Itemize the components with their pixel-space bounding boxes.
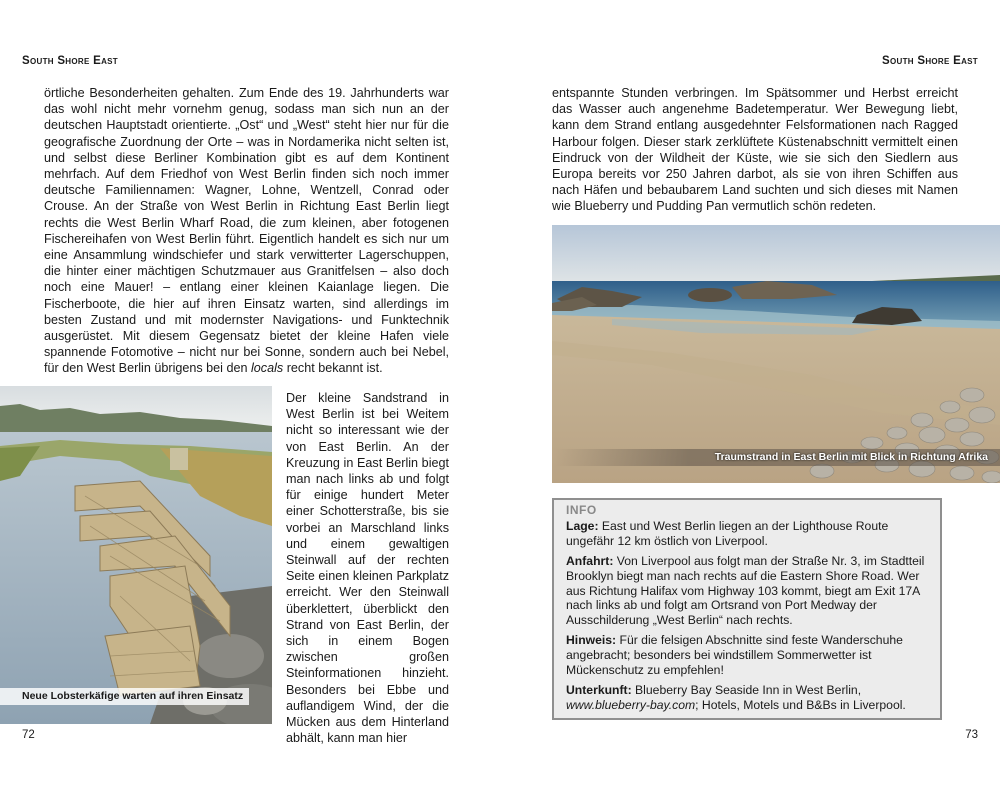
info-anfahrt-label: Anfahrt:	[566, 553, 614, 568]
info-lage	[566, 519, 930, 549]
info-unterkunft-text: Blueberry Bay Seaside Inn in West Berlin,	[631, 682, 862, 697]
info-anfahrt	[566, 554, 930, 629]
info-lage-label: Lage:	[566, 518, 599, 533]
left-top-paragraph	[44, 85, 449, 377]
beach-image	[552, 225, 1000, 483]
left-paragraph-italic: locals	[251, 361, 284, 376]
info-box-title: INFO	[566, 503, 597, 517]
right-page	[500, 0, 1000, 800]
right-top-paragraph: entspannte Stunden verbringen. Im Spätsommer und Herbst erreicht das Wasser auch angenehme Badetemperatur. Wer Bewegung liebt, kann dem Strand entlang ausgedehnter Felsformationen nach Ragged Harbour folgen. Dieser stark zerklüftete Küstenabschnitt vermittelt einen Eindruck von der Wildheit der Küste, wie sie sich den Siedlern aus Europa bereits vor 250 Jahren darbot, als sie von ihren Schiffen aus nach Häfen und bebaubarem Land suchten und sich dieses mit Namen wie Blueberry und Pudding Pan vermutlich schön redeten.	[552, 86, 958, 214]
info-hinweis	[566, 633, 930, 678]
info-anfahrt-text: Von Liverpool aus folgt man der Straße Nr. 3, im Stadtteil Brooklyn biegt man nach rechts auf die Eastern Shore Road. Wer aus Richtung Halifax vom Highway 103 kommt, biegt am Exit 17A nach links ab und folgt am Ortsrand von Port Medway der Ausschilderung „West Berlin“ nach rechts.	[566, 553, 925, 628]
info-hinweis-text: Für die felsigen Abschnitte sind feste Wanderschuhe angebracht; besonders bei windstillem Sommerwetter ist Mückenschutz zu empfehlen!	[566, 633, 903, 678]
beach-photo	[552, 225, 1000, 483]
info-hinweis-label: Hinweis:	[566, 633, 617, 648]
info-unterkunft-tail: ; Hotels, Motels und B&Bs in Liverpool.	[695, 697, 906, 712]
page-number-right: 73	[965, 729, 978, 741]
lobster-traps-photo	[0, 386, 272, 724]
page-number-left: 72	[22, 729, 35, 741]
left-paragraph-tail: recht bekannt ist.	[283, 361, 383, 376]
running-head-right: South Shore East	[882, 55, 978, 67]
lobster-traps-image	[0, 386, 272, 724]
left-paragraph-text: örtliche Besonderheiten gehalten. Zum Ende des 19. Jahrhunderts war das wohl nicht mehr vornehm genug, sodass man sich nun an der deutschen Hauptstadt orientierte. „Ost“ und „West“ steht hier nur für die geografische Zuordnung der Orte – was in Nordamerika nicht selten ist, und selbst diese Berliner Kombination gibt es auf dem Kontinent mehrfach. Auf dem Friedhof von West Berlin finden sich noch immer deutsche Familiennamen: Wagner, Lohne, Wentzell, Conrad oder Crouse. An der Straße von West Berlin in Richtung East Berlin liegt rechts die West Berlin Wharf Road, die zum kleinen, aber fotogenen Fischereihafen von West Berlin führt. Eigentlich handelt es sich nur um eine Ansammlung windschiefer und stark verwitterter Lagerschuppen, die hinter einer mächtigen Schutzmauer aus Granitfelsen – also doch noch eine Mauer! – entlang einer kleinen Kaianlage liegen. Die Fischerboote, die hier auf ihren Einsatz warten, sind allerdings im besten Zustand und mit modernster Navigations- und Funktechnik ausgerüstet. Mit diesem Gegensatz bietet der kleine Hafen viele spannende Fotomotive – nicht nur bei Sonne, sondern auch bei Nebel, für den West Berlin übrigens bei den	[44, 86, 449, 376]
lobster-photo-caption: Neue Lobsterkäfige warten auf ihren Einsatz	[0, 688, 249, 705]
info-unterkunft-url: www.blueberry-bay.com	[566, 697, 696, 712]
running-head-left: South Shore East	[22, 55, 118, 67]
info-lage-text: East und West Berlin liegen an der Lighthouse Route ungefähr 12 km östlich von Liverpool.	[566, 518, 889, 548]
info-box	[552, 498, 942, 720]
left-side-column: Der kleine Sandstrand in West Berlin ist bei Weitem nicht so interessant wie der von East Berlin. An der Kreuzung in East Berlin biegt man nach links ab und folgt für einige hundert Meter einer Schotterstraße, bis sie vorbei an Marschland links und einem gewaltigen Steinwall auf der rechten Seite einen kleinen Parkplatz erreicht. Wer den Steinwall überklettert, überblickt den Strand von East Berlin, der sich in einem Bogen zwischen großen Steinformationen hinzieht. Besonders bei Ebbe und auflandigem Wind, der die Mücken aus dem Hinterland abhält, kann man hier	[286, 391, 449, 746]
beach-photo-caption: Traumstrand in East Berlin mit Blick in Richtung Afrika	[555, 449, 1000, 466]
info-unterkunft	[566, 683, 930, 713]
info-unterkunft-label: Unterkunft:	[566, 682, 632, 697]
